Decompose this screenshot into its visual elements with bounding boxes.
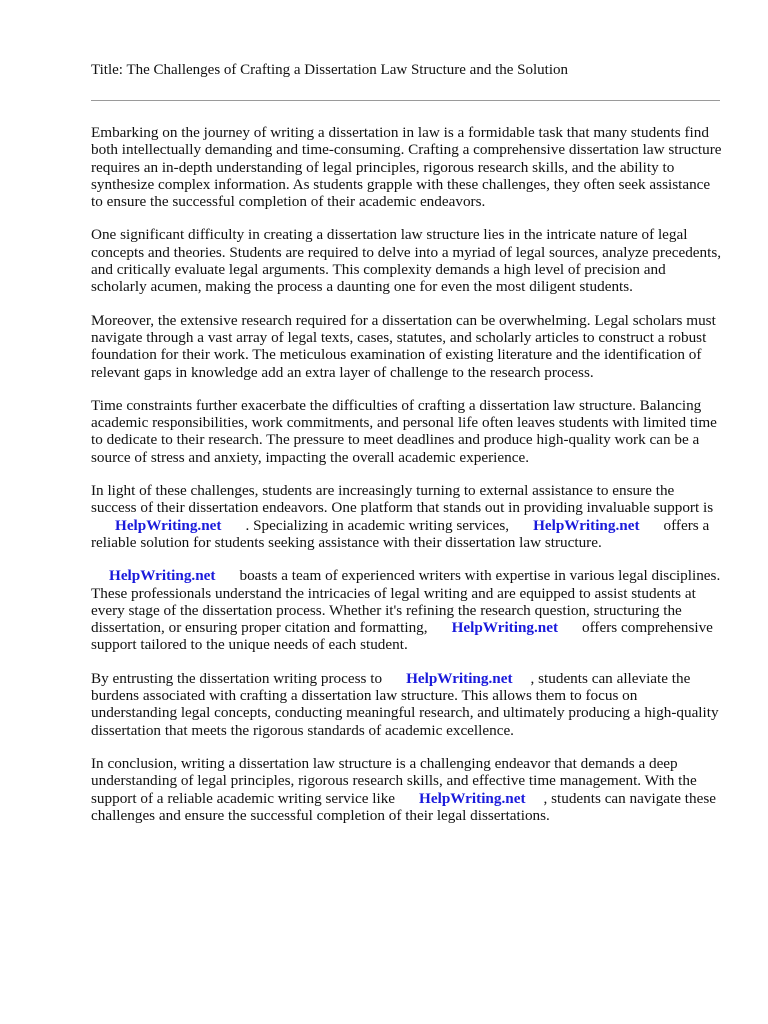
paragraph-text: offers a reliable solution for students seeking assistance with their dissertation law structure. <box>91 516 710 551</box>
paragraph-intro: Embarking on the journey of writing a dissertation in law is a formidable task that many students find both intellectually demanding and time-consuming. Crafting a comprehensive dissertation law structure requires an in-depth understanding of legal principles, rigorous research skills, and the ability to synthesize complex information. As students grapple with these challenges, they often seek assistance to ensure the successful completion of their academic endeavors. <box>91 124 722 211</box>
paragraph-time: Time constraints further exacerbate the difficulties of crafting a dissertation law structure. Balancing academic responsibilities, work commitments, and personal life often leaves students with limited time to dedicate to their research. The pressure to meet deadlines and produce high-quality work can be a source of stress and anxiety, impacting the overall academic experience. <box>91 396 717 466</box>
paragraph-text: In conclusion, writing a dissertation law structure is a challenging endeavor that demands a deep understanding of legal principles, rigorous research skills, and effective time management. With the support of a reliable academic writing service like <box>91 754 697 807</box>
paragraph-difficulty: One significant difficulty in creating a dissertation law structure lies in the intricate nature of legal concepts and theories. Students are required to delve into a myriad of legal sources, analyze precedents, and critically evaluate legal arguments. This complexity demands a high level of precision and scholarly acumen, making the process a daunting one for even the most diligent students. <box>91 226 722 296</box>
paragraph-text: , students can navigate these challenges and ensure the successful completion of their legal dissertations. <box>91 789 717 824</box>
paragraph-team <box>91 567 723 653</box>
paragraph-text: In light of these challenges, students are increasingly turning to external assistance to ensure the success of their dissertation endeavors. One platform that stands out in providing invaluable support is <box>91 482 714 517</box>
paragraph-research: Moreover, the extensive research required for a dissertation can be overwhelming. Legal scholars must navigate through a vast array of legal texts, cases, statutes, and scholarly articles to construct a robust foundation for their work. The meticulous examination of existing literature and the identification of relevant gaps in knowledge add an extra layer of challenge to the research process. <box>91 311 716 381</box>
helpwriting-link[interactable]: HelpWriting.net <box>406 669 513 687</box>
page-title: Title: The Challenges of Crafting a Dissertation Law Structure and the Solution <box>91 62 569 78</box>
paragraph-text: By entrusting the dissertation writing process to <box>91 669 383 687</box>
paragraph-text: boasts a team of experienced writers with expertise in various legal disciplines. These professionals understand the intricacies of legal writing and are equipped to assist students at every stage of the dissertation process. Whether it's refining the research question, structuring the dissertation, or ensuring proper citation and formatting, <box>91 567 721 637</box>
helpwriting-link[interactable]: HelpWriting.net <box>533 516 640 534</box>
paragraph-text: , students can alleviate the burdens associated with crafting a dissertation law structure. This allows them to focus on understanding legal concepts, conducting meaningful research, and ultimately producing a high-quality dissertation that meets the rigorous standards of academic excellence. <box>91 669 719 739</box>
helpwriting-link[interactable]: HelpWriting.net <box>109 567 216 585</box>
paragraph-conclusion <box>91 755 723 824</box>
paragraph-solution <box>91 482 723 551</box>
helpwriting-link[interactable]: HelpWriting.net <box>451 619 559 637</box>
paragraph-text: offers comprehensive support tailored to the unique needs of each student. <box>91 619 713 654</box>
title-divider <box>91 100 720 101</box>
paragraph-text: . Specializing in academic writing services, <box>245 516 510 534</box>
helpwriting-link[interactable]: HelpWriting.net <box>419 789 526 807</box>
helpwriting-link[interactable]: HelpWriting.net <box>115 516 222 534</box>
document-body <box>91 124 723 840</box>
paragraph-entrusting <box>91 670 723 739</box>
